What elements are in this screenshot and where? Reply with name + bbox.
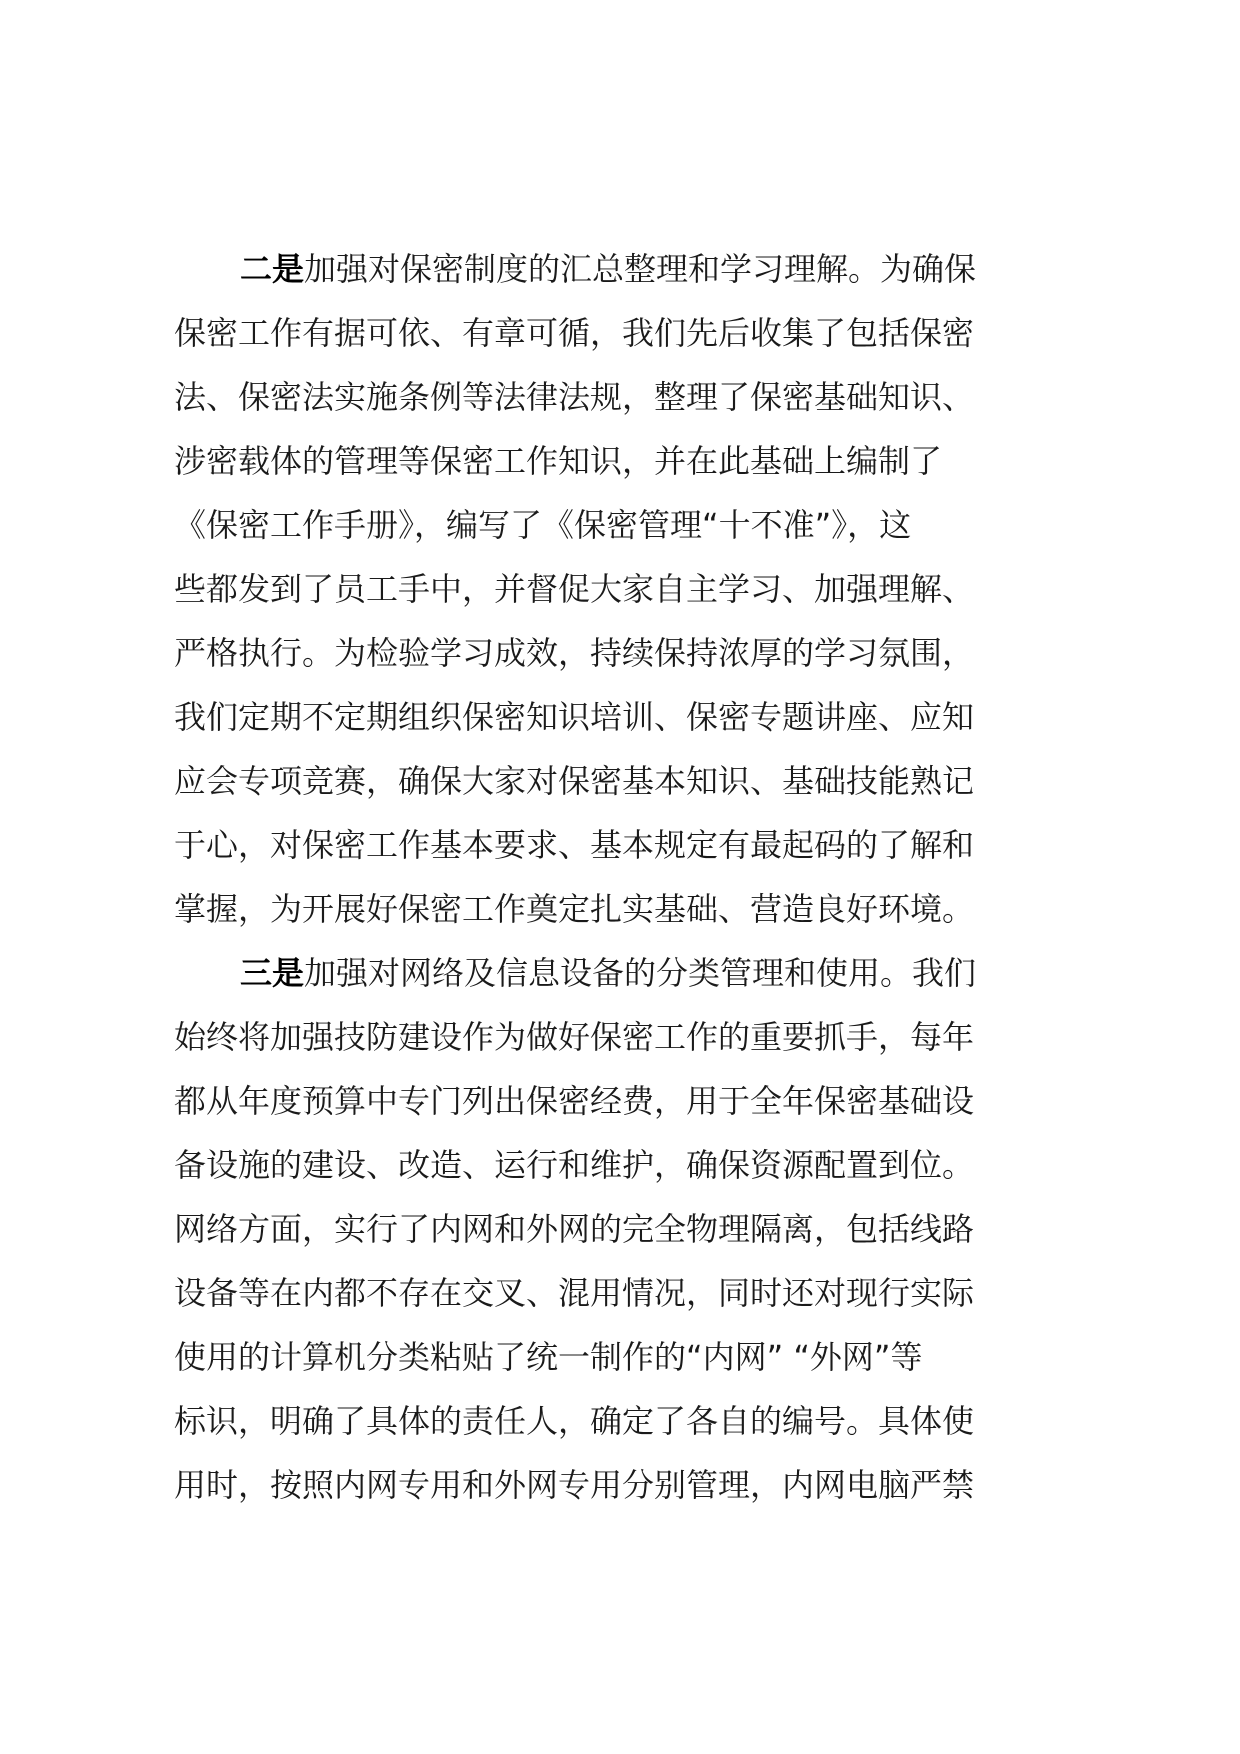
text-line: 法、保密法实施条例等法律法规，整理了保密基础知识、	[174, 378, 975, 416]
text-line: 应会专项竞赛，确保大家对保密基本知识、基础技能熟记	[174, 762, 975, 800]
text-line: 用时，按照内网专用和外网专用分别管理，内网电脑严禁	[174, 1466, 975, 1504]
text-line: 始终将加强技防建设作为做好保密工作的重要抓手，每年	[174, 1018, 975, 1056]
text-line: 保密工作有据可依、有章可循，我们先后收集了包括保密	[174, 314, 975, 352]
text-line: 《保密工作手册》，编写了《保密管理“十不准”》，这	[174, 506, 912, 544]
text-line: 于心，对保密工作基本要求、基本规定有最起码的了解和	[174, 826, 975, 864]
text-line: 掌握，为开展好保密工作奠定扎实基础、营造良好环境。	[174, 890, 975, 928]
text-line: 网络方面，实行了内网和外网的完全物理隔离，包括线路	[174, 1210, 975, 1248]
text-line: 些都发到了员工手中，并督促大家自主学习、加强理解、	[174, 570, 975, 608]
text-line: 严格执行。为检验学习成效，持续保持浓厚的学习氛围，	[174, 634, 975, 672]
paragraph-first-line	[174, 237, 1074, 301]
text-line: 涉密载体的管理等保密工作知识，并在此基础上编制了	[174, 442, 943, 480]
text-line: 我们定期不定期组织保密知识培训、保密专题讲座、应知	[174, 698, 975, 736]
paragraph-three	[174, 941, 1074, 1517]
text-line: 使用的计算机分类粘贴了统一制作的“内网” “外网”等	[174, 1338, 923, 1376]
paragraph-lead: 二是	[240, 250, 305, 288]
line-text: 加强对保密制度的汇总整理和学习理解。为确保	[304, 250, 977, 288]
line-text: 加强对网络及信息设备的分类管理和使用。我们	[304, 954, 977, 992]
paragraph-two	[174, 237, 1074, 941]
paragraph-lead: 三是	[240, 954, 305, 992]
text-line: 备设施的建设、改造、运行和维护，确保资源配置到位。	[174, 1146, 975, 1184]
text-line: 标识，明确了具体的责任人，确定了各自的编号。具体使	[174, 1402, 975, 1440]
document-body	[174, 237, 1074, 1517]
paragraph-first-line	[174, 941, 1074, 1005]
text-line: 设备等在内都不存在交叉、混用情况，同时还对现行实际	[174, 1274, 975, 1312]
text-line: 都从年度预算中专门列出保密经费，用于全年保密基础设	[174, 1082, 975, 1120]
